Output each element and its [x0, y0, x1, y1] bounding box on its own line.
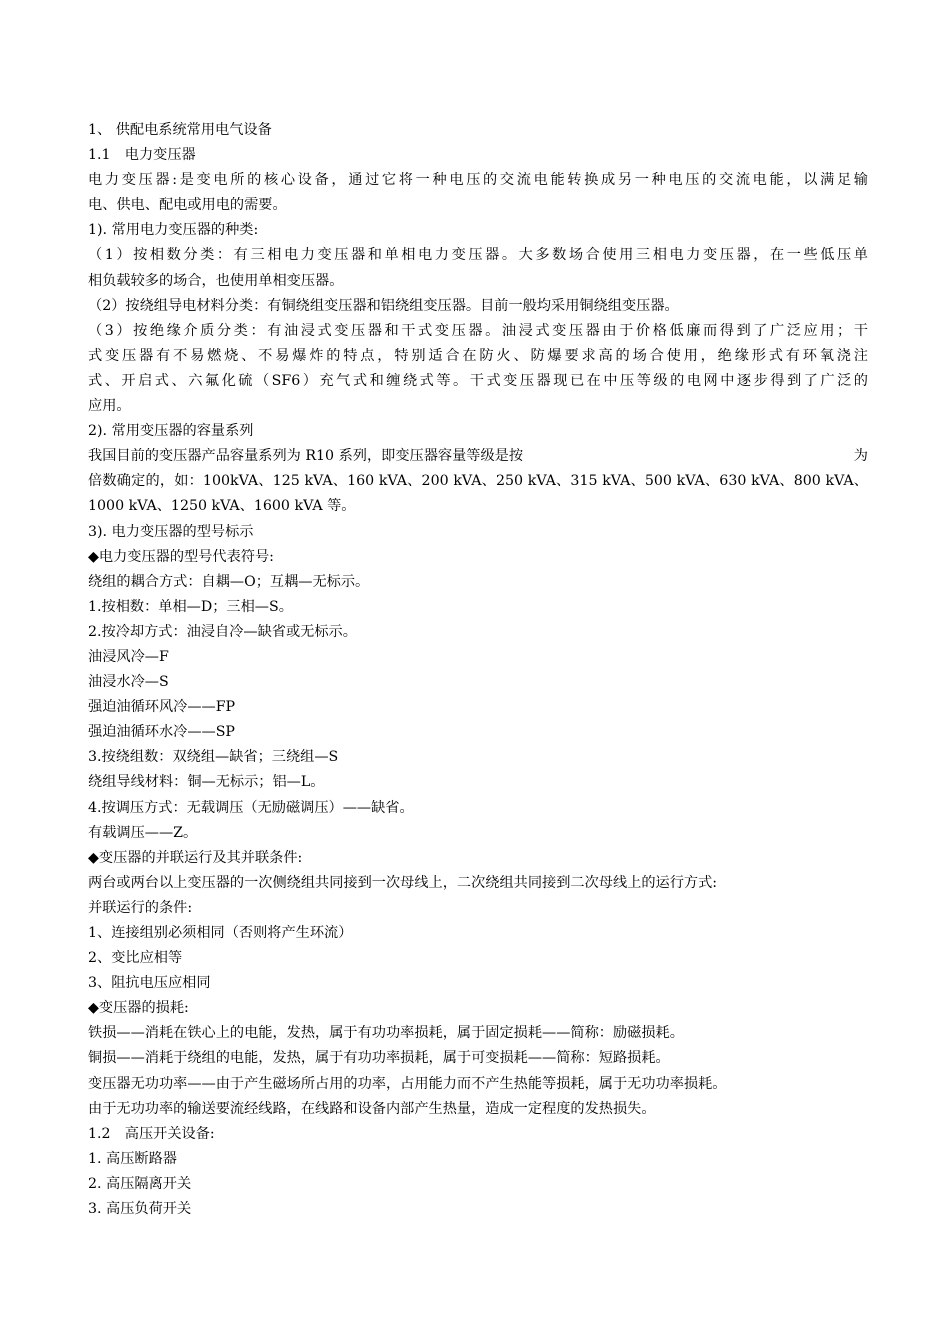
document-page [88, 118, 868, 1222]
paragraph-line: 4.按调压方式：无载调压（无励磁调压）——缺省。 [88, 799, 414, 816]
paragraph-text-left: 我国目前的变压器产品容量系列为 R10 系列，即变压器容量等级是按 [88, 448, 524, 465]
paragraph-line: 2.按冷却方式：油浸自冷—缺省或无标示。 [88, 623, 357, 640]
paragraph-line: （3）按绝缘介质分类：有油浸式变压器和干式变压器。油浸式变压器由于价格低廉而得到了广泛应用；干 [88, 322, 868, 339]
paragraph-line: 强迫油循环风冷——FP [88, 699, 236, 716]
paragraph-line: 绕组导线材料：铜—无标示；铝—L。 [88, 774, 325, 791]
list-item: 2. 高压隔离开关 [88, 1175, 192, 1192]
paragraph-line: 由于无功功率的输送要流经线路，在线路和设备内部产生热量，造成一定程度的发热损失。 [88, 1100, 656, 1117]
paragraph-line: 1.按相数：单相—D；三相—S。 [88, 598, 293, 615]
list-heading: 1). 常用电力变压器的种类: [88, 222, 259, 239]
list-heading: 3). 电力变压器的型号标示 [88, 523, 254, 540]
paragraph-text-right: 为 [853, 448, 868, 465]
paragraph-line: （1）按相数分类：有三相电力变压器和单相电力变压器。大多数场合使用三相电力变压器，在一些低压单 [88, 247, 868, 264]
list-item: 3. 高压负荷开关 [88, 1201, 192, 1218]
paragraph-line: （2）按绕组导电材料分类：有铜绕组变压器和铝绕组变压器。目前一般均采用铜绕组变压器。 [88, 297, 679, 314]
subsection-heading-1-2: 1.2 高压开关设备: [88, 1125, 215, 1142]
paragraph-line: 1000 kVA、1250 kVA、1600 kVA 等。 [88, 498, 356, 515]
paragraph-line: 绕组的耦合方式：自耦—O；互耦—无标示。 [88, 573, 370, 590]
bullet-heading: ◆电力变压器的型号代表符号: [88, 548, 274, 565]
paragraph-line: 变压器无功功率——由于产生磁场所占用的功率，占用能力而不产生热能等损耗，属于无功功率损耗。 [88, 1075, 727, 1092]
paragraph-line: 油浸风冷—F [88, 648, 169, 665]
paragraph-line: 铜损——消耗于绕组的电能，发热，属于有功功率损耗，属于可变损耗——简称：短路损耗。 [88, 1050, 670, 1067]
paragraph-line: 式、开启式、六氟化硫（SF6）充气式和缠绕式等。干式变压器现已在中压等级的电网中逐步得到了广泛的 [88, 372, 868, 389]
subsection-heading-1-1: 1.1 电力变压器 [88, 147, 196, 164]
paragraph-line: 油浸水冷—S [88, 674, 169, 691]
paragraph-line: 并联运行的条件: [88, 899, 193, 916]
bullet-heading: ◆变压器的并联运行及其并联条件: [88, 849, 303, 866]
paragraph-line: 应用。 [88, 398, 131, 415]
paragraph-line: 有载调压——Z。 [88, 824, 198, 841]
list-item: 2、变比应相等 [88, 950, 183, 967]
paragraph-line: 3.按绕组数：双绕组—缺省；三绕组—S [88, 749, 339, 766]
list-item: 1、连接组别必须相同（否则将产生环流） [88, 925, 353, 941]
list-heading: 2). 常用变压器的容量系列 [88, 423, 254, 440]
paragraph-line: 式变压器有不易燃烧、不易爆炸的特点，特别适合在防火、防爆要求高的场合使用，绝缘形式有环氧浇注 [88, 347, 868, 364]
paragraph-line: 相负载较多的场合，也使用单相变压器。 [88, 272, 344, 289]
paragraph-line: 电力变压器:是变电所的核心设备，通过它将一种电压的交流电能转换成另一种电压的交流电能，以满足输 [88, 172, 868, 189]
list-item: 1. 高压断路器 [88, 1150, 177, 1167]
paragraph-line: 倍数确定的，如：100kVA、125 kVA、160 kVA、200 kVA、250 kVA、315 kVA、500 kVA、630 kVA、800 kVA、 [88, 473, 868, 490]
paragraph-line-split [88, 444, 868, 469]
paragraph-line: 强迫油循环水冷——SP [88, 724, 235, 741]
paragraph-line: 两台或两台以上变压器的一次侧绕组共同接到一次母线上，二次绕组共同接到二次母线上的运行方式: [88, 874, 718, 891]
section-heading-1: 1、 供配电系统常用电气设备 [88, 122, 272, 138]
paragraph-line: 铁损——消耗在铁心上的电能，发热，属于有功功率损耗，属于固定损耗——简称：励磁损耗。 [88, 1025, 684, 1042]
list-item: 3、阻抗电压应相同 [88, 975, 211, 992]
paragraph-line: 电、供电、配电或用电的需要。 [88, 197, 287, 214]
bullet-heading: ◆变压器的损耗: [88, 1000, 189, 1017]
